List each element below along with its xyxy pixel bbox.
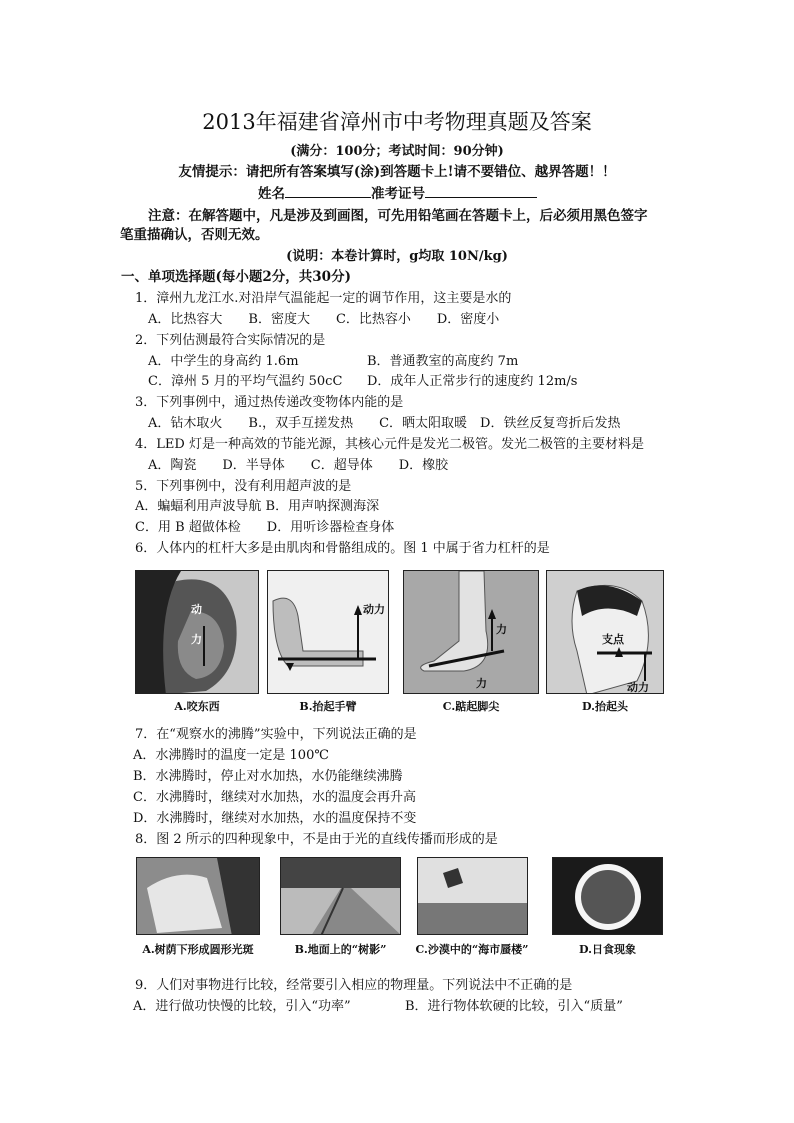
question-1: 1．漳州九龙江水.对沿岸气温能起一定的调节作用，这主要是水的 bbox=[135, 291, 512, 306]
figure-1-caption-a: A.咬东西 bbox=[174, 700, 220, 713]
tree-shade-illustration bbox=[137, 858, 260, 935]
label-power-a: 动 bbox=[191, 603, 202, 616]
figure-2-caption-b: B.地面上的“树影” bbox=[294, 943, 387, 956]
figure-1-caption-d: D.抬起头 bbox=[582, 700, 628, 713]
figure-1-image-b bbox=[267, 570, 389, 694]
question-8: 8．图 2 所示的四种现象中，不是由于光的直线传播而形成的是 bbox=[135, 832, 498, 847]
label-force-c: 力 bbox=[496, 623, 507, 636]
question-3-options: A．钻木取火 B.，双手互搓发热 C．晒太阳取暖 D．铁丝反复弯折后发热 bbox=[148, 416, 621, 431]
name-blank bbox=[285, 183, 371, 198]
name-row bbox=[258, 182, 537, 202]
tiptoe-foot-illustration bbox=[404, 571, 539, 694]
label-force-c2: 力 bbox=[476, 677, 487, 690]
exam-no-blank bbox=[425, 183, 537, 198]
label-fulcrum-d: 支点 bbox=[602, 633, 624, 646]
question-2: 2．下列估测最符合实际情况的是 bbox=[135, 333, 326, 348]
label-power-d: 动力 bbox=[627, 681, 649, 694]
question-9: 9．人们对事物进行比较，经常要引入相应的物理量。下列说法中不正确的是 bbox=[135, 978, 573, 993]
figure-2-image-d bbox=[552, 857, 663, 935]
figure-1-caption-c: C.踮起脚尖 bbox=[442, 700, 500, 713]
name-label: 姓名 bbox=[258, 186, 285, 202]
question-7-option-c: C．水沸腾时，继续对水加热，水的温度会再升高 bbox=[133, 790, 416, 805]
question-9-option-a: A．进行做功快慢的比较，引入“功率” bbox=[133, 999, 351, 1014]
question-4-options: A．陶瓷 D．半导体 C．超导体 D．橡胶 bbox=[148, 458, 449, 473]
figure-2-caption-d: D.日食现象 bbox=[579, 943, 636, 956]
question-2-option-b: B．普通教室的高度约 7m bbox=[367, 354, 519, 369]
question-2-option-c: C．漳州 5 月的平均气温约 50cC bbox=[148, 374, 343, 389]
question-1-options: A．比热容大 B．密度大 C．比热容小 D．密度小 bbox=[148, 312, 500, 327]
question-7-option-a: A．水沸腾时的温度一定是 100℃ bbox=[133, 748, 329, 763]
question-3: 3．下列事例中，通过热传递改变物体内能的是 bbox=[135, 395, 404, 410]
figure-2-caption-c: C.沙漠中的“海市蜃楼” bbox=[415, 943, 529, 956]
question-6: 6．人体内的杠杆大多是由肌肉和骨骼组成的。图 1 中属于省力杠杆的是 bbox=[135, 541, 550, 556]
figure-2-image-a bbox=[136, 857, 260, 935]
figure-2-image-c bbox=[417, 857, 528, 935]
friendly-tip: 友情提示：请把所有答案填写(涂)到答题卡上!请不要错位、越界答题！！ bbox=[178, 164, 616, 180]
question-7-option-d: D．水沸腾时，继续对水加热，水的温度保持不变 bbox=[133, 811, 417, 826]
question-4: 4．LED 灯是一种高效的节能光源，其核心元件是发光二极管。发光二极管的主要材料是 bbox=[135, 437, 644, 452]
figure-1-image-c bbox=[403, 570, 539, 694]
note-line-2: 笔重描确认，否则无效。 bbox=[120, 227, 269, 243]
figure-1-image-a bbox=[135, 570, 259, 694]
question-7-option-b: B．水沸腾时，停止对水加热，水仍能继续沸腾 bbox=[133, 769, 403, 784]
full-marks-line: (满分：100分；考试时间：90分钟) bbox=[290, 144, 504, 159]
label-power-b: 动力 bbox=[363, 603, 385, 616]
question-5: 5．下列事例中，没有利用超声波的是 bbox=[135, 479, 352, 494]
figure-1-image-d bbox=[546, 570, 664, 694]
question-2-option-a: A．中学生的身高约 1.6m bbox=[148, 354, 299, 369]
arm-lever-illustration bbox=[268, 571, 389, 694]
label-force-a: 力 bbox=[191, 633, 202, 646]
question-2-option-d: D．成年人正常步行的速度约 12m/s bbox=[367, 374, 578, 389]
question-7: 7．在“观察水的沸腾”实验中，下列说法正确的是 bbox=[135, 727, 417, 742]
page-title: 2013年福建省漳州市中考物理真题及答案 bbox=[202, 110, 592, 134]
section-heading: 一、单项选择题(每小题2分，共30分) bbox=[121, 269, 351, 285]
tree-shadow-road-illustration bbox=[281, 858, 401, 935]
exam-no-label: 准考证号 bbox=[371, 186, 425, 202]
figure-2-image-b bbox=[280, 857, 401, 935]
figure-1-caption-b: B.抬起手臂 bbox=[299, 700, 357, 713]
desert-mirage-illustration bbox=[418, 858, 528, 935]
figure-2-caption-a: A.树荫下形成圆形光斑 bbox=[142, 943, 254, 956]
question-9-option-b: B．进行物体软硬的比较，引入“质量” bbox=[405, 999, 623, 1014]
question-5-options-cd: C．用 B 超做体检 D．用听诊器检查身体 bbox=[135, 520, 395, 535]
solar-eclipse-illustration bbox=[553, 858, 663, 935]
explanation-line: (说明：本卷计算时，g均取 10N/kg) bbox=[286, 249, 508, 264]
note-line-1: 注意：在解答题中，凡是涉及到画图，可先用铅笔画在答题卡上，后必须用黑色签字 bbox=[148, 208, 648, 224]
question-5-options-ab: A．蝙蝠利用声波导航 B．用声呐探测海深 bbox=[135, 499, 380, 514]
